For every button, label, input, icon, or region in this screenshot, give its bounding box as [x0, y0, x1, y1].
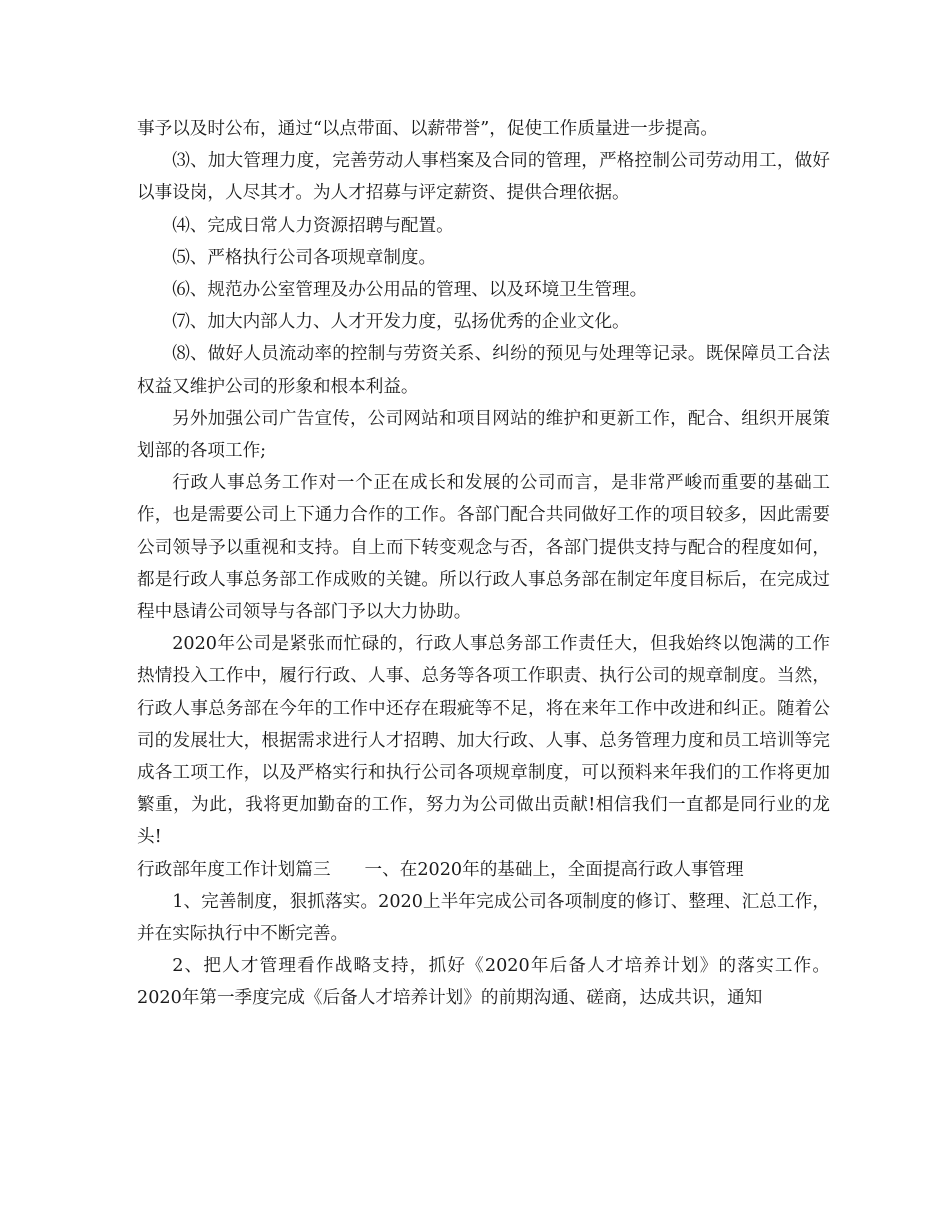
paragraph-6: ⑺、加大内部人力、人才开发力度，弘扬优秀的企业文化。 [172, 312, 630, 333]
paragraph-7: ⑻、做好人员流动率的控制与劳资关系、纠纷的预见与处理等记录。既保障员工合法权益又维护公司的形象和根本利益。 [137, 344, 830, 397]
paragraph-8: 另外加强公司广告宣传，公司网站和项目网站的维护和更新工作，配合、组织开展策划部的各项工作; [137, 408, 830, 462]
paragraph-3: ⑷、完成日常人力资源招聘与配置。 [172, 215, 454, 236]
paragraph-9: 行政人事总务工作对一个正在成长和发展的公司而言，是非常严峻而重要的基础工作，也是需要公司上下通力合作的工作。各部门配合共同做好工作的项目较多，因此需要公司领导予以重视和支持。自上而下转变观念与否，各部门提供支持与配合的程度如何，都是行政人事总务部工作成败的关键。所以行政人事总务部在制定年度目标后，在完成过程中恳请公司领导与各部门予以大力协助。 [137, 473, 830, 623]
paragraph-2: ⑶、加大管理力度，完善劳动人事档案及合同的管理，严格控制公司劳动用工，做好以事设岗，人尽其才。为人才招募与评定薪资、提供合理依据。 [137, 151, 830, 204]
document-body [137, 113, 830, 1015]
section-heading [137, 854, 830, 886]
section-heading-subtitle: 一、在2020年的基础上，全面提高行政人事管理 [364, 859, 744, 880]
section-heading-title: 行政部年度工作计划篇三 [137, 859, 331, 880]
paragraph-10: 2020年公司是紧张而忙碌的，行政人事总务部工作责任大，但我始终以饱满的工作热情投入工作中，履行行政、人事、总务等各项工作职责、执行公司的规章制度。当然，行政人事总务部在今年的工作中还存在瑕疵等不足，将在来年工作中改进和纠正。随着公司的发展壮大，根据需求进行人才招聘、加大行政、人事、总务管理力度和员工培训等完成各工项工作，以及严格实行和执行公司各项规章制度，可以预料来年我们的工作将更加繁重，为此，我将更加勤奋的工作，努力为公司做出贡献!相信我们一直都是同行业的龙头! [137, 634, 830, 848]
paragraph-5: ⑹、规范办公室管理及办公用品的管理、以及环境卫生管理。 [172, 280, 648, 301]
paragraph-4: ⑸、严格执行公司各项规章制度。 [172, 247, 437, 268]
paragraph-11: 1、完善制度，狠抓落实。2020上半年完成公司各项制度的修订、整理、汇总工作，并在实际执行中不断完善。 [137, 891, 830, 945]
heading-spacer [331, 854, 365, 886]
paragraph-12: 2、把人才管理看作战略支持，抓好《2020年后备人才培养计划》的落实工作。2020年第一季度完成《后备人才培养计划》的前期沟通、磋商，达成共识，通知 [137, 956, 830, 1009]
paragraph-1: 事予以及时公布，通过“以点带面、以薪带誉”，促使工作质量进一步提高。 [137, 119, 718, 139]
